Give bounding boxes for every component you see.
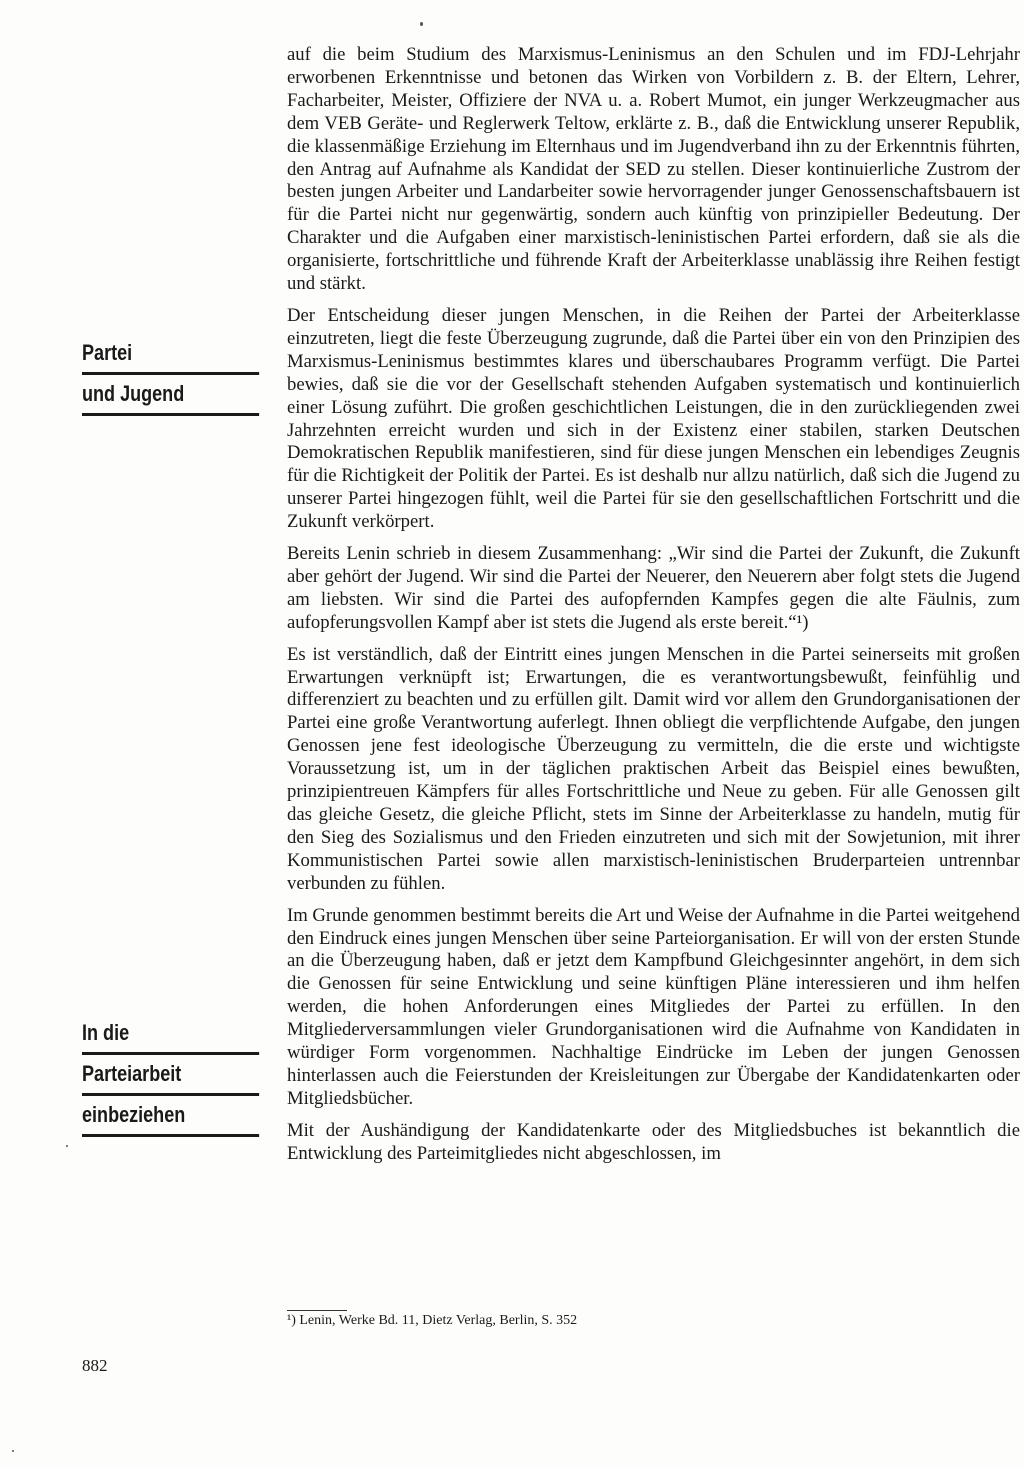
margin-heading-line: einbeziehen bbox=[82, 1102, 259, 1137]
footnote-separator bbox=[287, 1310, 347, 1311]
body-paragraph: Im Grunde genommen bestimmt bereits die Art und Weise der Aufnahme in die Partei weitgehend den Eindruck eines jungen Menschen über seine Parteiorganisation. Er will von der ersten Stunde an die Überzeugung haben, daß er jetzt dem Kampfbund Gleichgesinnter angehört, in dem sich die Genossen für seine Entwicklung und seine künftigen Pläne interessieren und ihm helfen werden, die hohen Anforderungen eines Mitgliedes der Partei zu erfüllen. In den Mitgliederversammlungen vieler Grundorganisationen wird die Aufnahme von Kandidaten in würdiger Form vorgenommen. Nachhaltige Eindrücke im Leben der jungen Genossen hinterlassen auch die Feierstunden der Kreisleitungen zur Übergabe der Kandidatenkarten oder Mitgliedsbücher. bbox=[287, 904, 1021, 1109]
body-paragraph: auf die beim Studium des Marxismus-Leninismus an den Schulen und im FDJ-Lehrjahr erworbenen Erkenntnisse und betonen das Wirken von Vorbildern z. B. der Eltern, Lehrer, Facharbeiter, Meister, Offiziere der NVA u. a. Robert Mumot, ein junger Werkzeugmacher aus dem VEB Geräte- und Reglerwerk Teltow, erklärte z. B., daß die Entwicklung unserer Republik, die klassenmäßige Erziehung im Elternhaus und im Jugendverband ihn zu der Erkenntnis führten, den Antrag auf Aufnahme als Kandidat der SED zu stellen. Dieser kontinuierliche Zustrom der besten jungen Arbeiter und Landarbeiter sowie hervorragender junger Genossenschaftsbauern ist für die Partei nicht nur gegenwärtig, sondern auch künftig von prinzipieller Bedeutung. Der Charakter und die Aufgaben einer marxistisch-leninistischen Partei erfordern, daß sie als die organisierte, fortschrittliche und führende Kraft der Arbeiterklasse unablässig ihre Reihen festigt und stärkt. bbox=[287, 44, 1020, 295]
body-paragraph: Mit der Aushändigung der Kandidatenkarte oder des Mitgliedsbuches ist bekanntlich die Entwicklung des Parteimitgliedes nicht abgeschlossen, im bbox=[287, 1119, 1020, 1164]
body-paragraph: Bereits Lenin schrieb in diesem Zusammenhang: „Wir sind die Partei der Zukunft, die Zukunft aber gehört der Jugend. Wir sind die Partei der Neuerer, den Neuerern aber folgt stets die Jugend am liebsten. Wir sind die Partei des aufopfernden Kampfes gegen die alte Fäulnis, zum aufopferungsvollen Kampf aber ist stets die Jugend als erste bereit.“¹) bbox=[287, 543, 1020, 633]
page-number: 882 bbox=[82, 1356, 108, 1375]
footnote: ¹) Lenin, Werke Bd. 11, Dietz Verlag, Berlin, S. 352 bbox=[287, 1313, 578, 1328]
scan-speck bbox=[66, 1145, 68, 1147]
body-paragraph: Es ist verständlich, daß der Eintritt eines jungen Menschen in die Partei seinerseits mit großen Erwartungen verknüpft ist; Erwartungen, die es verantwortungsbewußt, feinfühlig und differenziert zu beachten und zu erfüllen gilt. Damit wird vor allem den Grundorganisationen der Partei eine große Verantwortung auferlegt. Ihnen obliegt die verpflichtende Aufgabe, den jungen Genossen jene fest ideologische Überzeugung zu vermitteln, die die erste und wichtigste Voraussetzung ist, um in der täglichen praktischen Arbeit das Beispiel eines bewußten, prinzipientreuen Kämpfers für alles Fortschrittliche und Neue zu geben. Für alle Genossen gilt das gleiche Gesetz, die gleiche Pflicht, stets im Sinne der Arbeiterklasse zu handeln, mutig für den Sieg des Sozialismus und den Frieden einzutreten und sich mit der Sowjetunion, mit ihrer Kommunistischen Partei sowie allen marxistisch-leninistischen Bruderparteien untrennbar verbunden zu fühlen. bbox=[287, 643, 1020, 894]
margin-heading-line: Parteiarbeit bbox=[82, 1061, 259, 1096]
margin-heading-line: In die bbox=[82, 1020, 259, 1055]
main-text-column bbox=[287, 44, 1020, 1175]
margin-heading-parteiarbeit bbox=[82, 1020, 228, 1143]
scan-speck bbox=[12, 1450, 14, 1452]
body-paragraph: Der Entscheidung dieser jungen Menschen, in die Reihen der Partei der Arbeiterklasse einzutreten, liegt die feste Überzeugung zugrunde, daß die Partei über ein von den Prinzipien des Marxismus-Leninismus bestimmtes klares und überschaubares Programm verfügt. Die Partei bewies, daß sie die vor der Gesellschaft stehenden Aufgaben systematisch und kontinuierlich einer Lösung zuführt. Die großen geschichtlichen Leistungen, die in den zurückliegenden zwei Jahrzehnten erreicht wurden und sich in der Existenz einer stabilen, starken Deutschen Demokratischen Republik manifestieren, sind für diese jungen Menschen ein lebendiges Zeugnis für die Richtigkeit der Politik der Partei. Es ist deshalb nur allzu natürlich, daß sich die Jugend zu unserer Partei hingezogen fühlt, weil die Partei für sie den gesellschaftlichen Fortschritt und die Zukunft verkörpert. bbox=[287, 304, 1020, 533]
margin-heading-line: Partei bbox=[82, 340, 259, 375]
margin-heading-partei-und-jugend bbox=[82, 340, 228, 422]
margin-heading-line: und Jugend bbox=[82, 381, 259, 416]
scan-speck bbox=[420, 22, 423, 26]
